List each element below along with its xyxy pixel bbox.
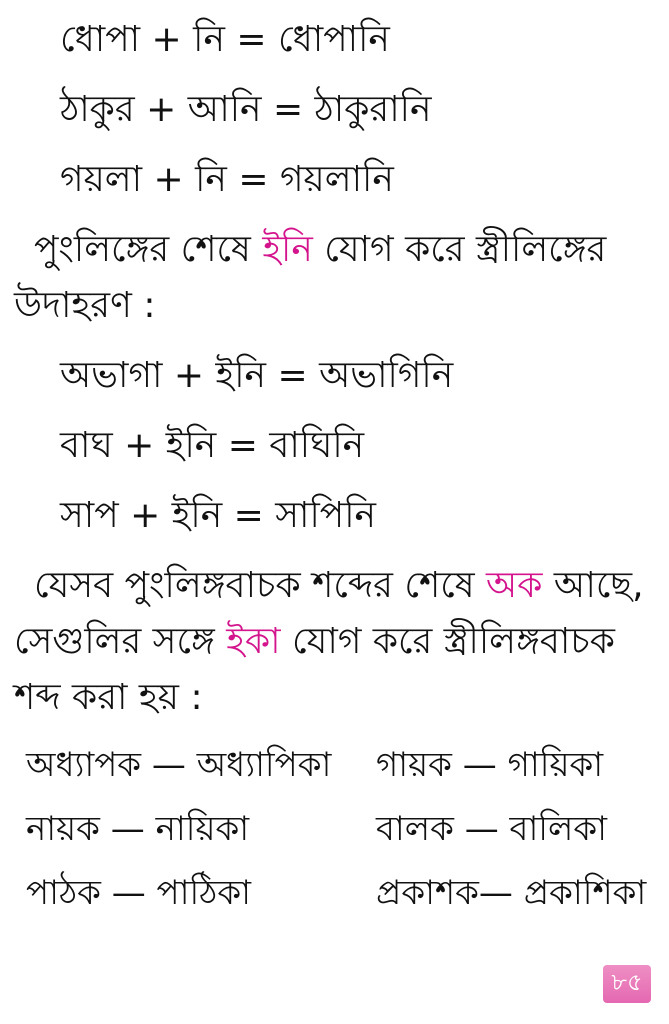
example-line-thakur: ঠাকুর + আনি = ঠাকুরানি <box>60 89 432 130</box>
highlight-ok: অক <box>486 565 543 606</box>
pair-balak: বালক — বালিকা <box>376 809 608 849</box>
pair-gayak: গায়ক — গায়িকা <box>376 745 604 785</box>
example-line-abhaga: অভাগা + ইনি = অভাগিনি <box>60 355 454 396</box>
page-number: ৮৫ <box>611 968 643 996</box>
paragraph-ini-line2: উদাহরণ : <box>14 285 156 326</box>
example-line-dhopa: ধোপা + নি = ধোপানি <box>60 19 390 60</box>
paragraph-aka-line1 <box>34 565 644 606</box>
pair-pathak: পাঠক — পাঠিকা <box>26 873 251 913</box>
paragraph-aka-post2: যোগ করে স্ত্রীলিঙ্গবাচক <box>280 621 615 662</box>
paragraph-aka-post1: আছে, <box>542 565 644 606</box>
page-number-badge <box>603 965 651 1003</box>
paragraph-aka-pre2: সেগুলির সঙ্গে <box>14 621 227 662</box>
pair-nayak: নায়ক — নায়িকা <box>26 809 250 849</box>
paragraph-aka-pre: যেসব পুংলিঙ্গবাচক শব্দের শেষে <box>34 565 487 606</box>
highlight-ini: ইনি <box>262 229 313 270</box>
pair-prakashak: প্রকাশক— প্রকাশিকা <box>376 873 647 913</box>
paragraph-ini-line1 <box>34 229 607 270</box>
example-line-sap: সাপ + ইনি = সাপিনি <box>60 495 377 536</box>
highlight-ika: ইকা <box>226 621 281 662</box>
paragraph-ini-post: যোগ করে স্ত্রীলিঙ্গের <box>312 229 607 270</box>
paragraph-aka-line2 <box>14 621 615 662</box>
example-line-bagh: বাঘ + ইনি = বাঘিনি <box>60 425 365 466</box>
paragraph-aka-line3: শব্দ করা হয় : <box>14 677 203 718</box>
pair-adhyapak: অধ্যাপক — অধ্যাপিকা <box>26 745 332 785</box>
example-line-goyla: গয়লা + নি = গয়লানি <box>60 159 394 200</box>
paragraph-ini-pre: পুংলিঙ্গের শেষে <box>34 229 263 270</box>
